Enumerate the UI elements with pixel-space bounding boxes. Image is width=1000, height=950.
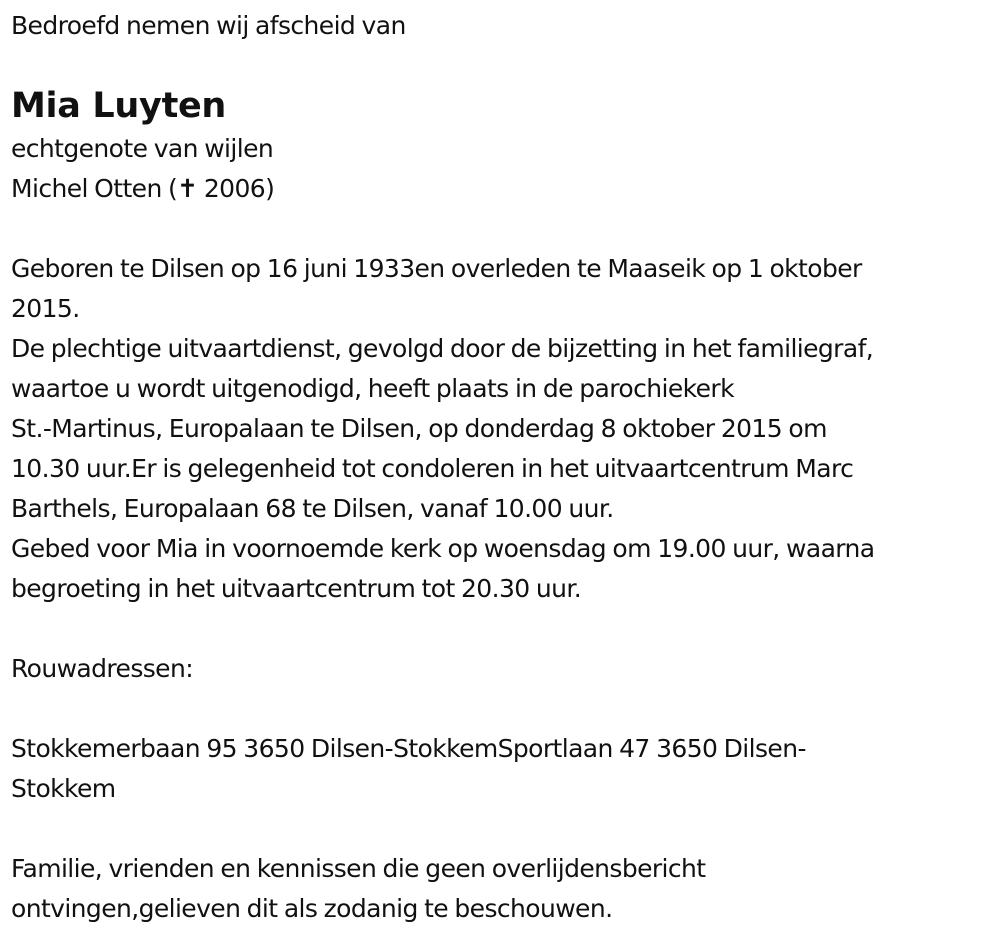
body-line: 10.30 uur.Er is gelegenheid tot condoleren in het uitvaartcentrum Marc [11,454,854,483]
intro-text: Bedroefd nemen wij afscheid van [11,11,406,40]
obituary-notice [11,6,996,929]
address-line: Stokkem [11,774,116,803]
deceased-name: Mia Luyten [11,86,227,126]
body-line: 2015. [11,294,80,323]
closing-line: Familie, vrienden en kennissen die geen overlijdensbericht [11,854,706,883]
relation-line-2: Michel Otten (✝ 2006) [11,174,275,203]
addresses-text [11,729,996,809]
spacer [11,209,996,249]
spacer [11,689,996,729]
body-line: Gebed voor Mia in voornoemde kerk op woensdag om 19.00 uur, waarna [11,534,875,563]
closing-line: ontvingen,gelieven dit als zodanig te beschouwen. [11,894,613,923]
address-line: Stokkemerbaan 95 3650 Dilsen-StokkemSportlaan 47 3650 Dilsen- [11,734,806,763]
closing-text [11,849,996,929]
body-line: Barthels, Europalaan 68 te Dilsen, vanaf 10.00 uur. [11,494,614,523]
body-line: waartoe u wordt uitgenodigd, heeft plaats in de parochiekerk [11,374,734,403]
body-line: Geboren te Dilsen op 16 juni 1933en overleden te Maaseik op 1 oktober [11,254,862,283]
body-line: St.-Martinus, Europalaan te Dilsen, op donderdag 8 oktober 2015 om [11,414,827,443]
spacer [11,609,996,649]
body-line: De plechtige uitvaartdienst, gevolgd door de bijzetting in het familiegraf, [11,334,874,363]
relation-line-1: echtgenote van wijlen [11,134,274,163]
spacer [11,809,996,849]
body-line: begroeting in het uitvaartcentrum tot 20.30 uur. [11,574,582,603]
addresses-heading: Rouwadressen: [11,654,194,683]
body-text [11,249,996,609]
